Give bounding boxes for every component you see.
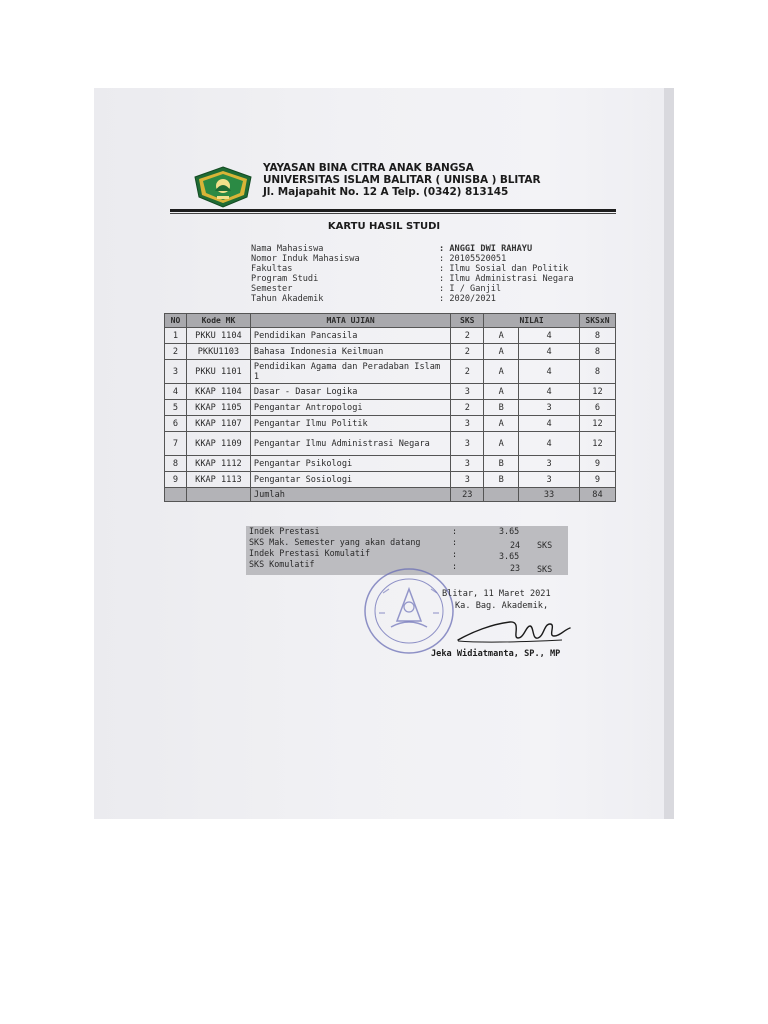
row-weighted: 12 [579, 416, 615, 432]
row-code: KKAP 1109 [186, 432, 250, 456]
header-rule-thin [170, 213, 616, 214]
row-weighted: 8 [579, 328, 615, 344]
summary-colon: : [452, 526, 458, 536]
row-letter-grade: B [484, 456, 519, 472]
row-weighted: 9 [579, 456, 615, 472]
table-row [165, 400, 616, 416]
row-letter-grade: A [484, 384, 519, 400]
summary-colon: : [452, 561, 458, 571]
row-weighted: 12 [579, 384, 615, 400]
row-letter-grade: A [484, 416, 519, 432]
row-course: Pengantar Psikologi [250, 456, 450, 472]
summary-value: 23 [510, 563, 521, 573]
row-no: 3 [165, 360, 187, 384]
summary-value: 24 [510, 540, 521, 550]
row-credits: 3 [451, 472, 484, 488]
identity-value: : 2020/2021 [439, 294, 496, 304]
row-letter-grade: B [484, 400, 519, 416]
summary-label: SKS Komulatif [249, 559, 315, 569]
identity-label: Tahun Akademik [251, 294, 324, 304]
table-row [165, 384, 616, 400]
summary-colon: : [452, 537, 458, 547]
row-weighted: 8 [579, 360, 615, 384]
identity-value: : 20105520051 [439, 254, 507, 264]
row-weighted: 9 [579, 472, 615, 488]
table-row [165, 344, 616, 360]
row-grade-point: 4 [519, 328, 580, 344]
row-course: Pengantar Ilmu Politik [250, 416, 450, 432]
summary-label: Indek Prestasi [249, 526, 320, 536]
row-no: 5 [165, 400, 187, 416]
identity-label: Nomor Induk Mahasiswa [251, 254, 360, 264]
row-credits: 3 [451, 456, 484, 472]
col-header-no: NO [165, 314, 187, 328]
total-blank [165, 488, 187, 502]
total-blank [186, 488, 250, 502]
row-letter-grade: A [484, 328, 519, 344]
row-letter-grade: A [484, 344, 519, 360]
row-no: 8 [165, 456, 187, 472]
summary-value: 3.65 [499, 526, 520, 536]
identity-label: Semester [251, 284, 293, 294]
table-total-row [165, 488, 616, 502]
row-grade-point: 4 [519, 416, 580, 432]
row-letter-grade: A [484, 432, 519, 456]
row-grade-point: 4 [519, 432, 580, 456]
summary-unit: SKS [537, 564, 553, 574]
handwritten-signature [452, 610, 574, 650]
row-weighted: 8 [579, 344, 615, 360]
signer-name: Jeka Widiatmanta, SP., MP [431, 649, 561, 659]
row-weighted: 12 [579, 432, 615, 456]
identity-label: Program Studi [251, 274, 319, 284]
row-no: 6 [165, 416, 187, 432]
row-weighted: 6 [579, 400, 615, 416]
row-grade-point: 4 [519, 344, 580, 360]
identity-label: Fakultas [251, 264, 293, 274]
table-row [165, 416, 616, 432]
university-name: UNIVERSITAS ISLAM BALITAR ( UNISBA ) BLITAR [263, 174, 541, 186]
row-credits: 2 [451, 360, 484, 384]
row-grade-point: 3 [519, 472, 580, 488]
table-row [165, 472, 616, 488]
row-code: KKAP 1104 [186, 384, 250, 400]
col-header-credits: SKS [451, 314, 484, 328]
total-grade-points: 33 [519, 488, 580, 502]
table-row [165, 360, 616, 384]
header-rule [170, 209, 616, 212]
row-course: Bahasa Indonesia Keilmuan [250, 344, 450, 360]
row-no: 2 [165, 344, 187, 360]
row-credits: 2 [451, 400, 484, 416]
identity-value-name: : ANGGI DWI RAHAYU [439, 244, 533, 254]
row-no: 1 [165, 328, 187, 344]
row-code: KKAP 1105 [186, 400, 250, 416]
row-code: KKAP 1107 [186, 416, 250, 432]
row-grade-point: 3 [519, 456, 580, 472]
row-code: PKKU 1101 [186, 360, 250, 384]
row-letter-grade: A [484, 360, 519, 384]
grades-table [164, 313, 616, 502]
total-credits: 23 [451, 488, 484, 502]
university-logo [193, 166, 253, 208]
row-credits: 3 [451, 416, 484, 432]
row-grade-point: 3 [519, 400, 580, 416]
row-code: PKKU 1104 [186, 328, 250, 344]
identity-value: : Ilmu Administrasi Negara [439, 274, 574, 284]
row-code: KKAP 1112 [186, 456, 250, 472]
row-no: 4 [165, 384, 187, 400]
signature-place-date: Blitar, 11 Maret 2021 [442, 589, 551, 599]
row-course: Pengantar Sosiologi [250, 472, 450, 488]
total-weighted: 84 [579, 488, 615, 502]
row-credits: 3 [451, 432, 484, 456]
summary-unit: SKS [537, 540, 553, 550]
row-course: Pendidikan Pancasila [250, 328, 450, 344]
row-credits: 3 [451, 384, 484, 400]
identity-value: : Ilmu Sosial dan Politik [439, 264, 569, 274]
table-row [165, 432, 616, 456]
col-header-weighted: SKSxN [579, 314, 615, 328]
row-course: Dasar - Dasar Logika [250, 384, 450, 400]
row-no: 7 [165, 432, 187, 456]
row-grade-point: 4 [519, 360, 580, 384]
summary-label: SKS Mak. Semester yang akan datang [249, 537, 421, 547]
identity-label: Nama Mahasiswa [251, 244, 324, 254]
identity-value: : I / Ganjil [439, 284, 502, 294]
row-code: PKKU1103 [186, 344, 250, 360]
row-credits: 2 [451, 344, 484, 360]
document-title: KARTU HASIL STUDI [327, 221, 441, 232]
table-row [165, 456, 616, 472]
total-label: Jumlah [250, 488, 450, 502]
table-row [165, 328, 616, 344]
row-grade-point: 4 [519, 384, 580, 400]
summary-value: 3.65 [499, 551, 520, 561]
row-letter-grade: B [484, 472, 519, 488]
total-blank [484, 488, 519, 502]
row-course: Pendidikan Agama dan Peradaban Islam 1 [250, 360, 450, 384]
summary-label: Indek Prestasi Komulatif [249, 548, 371, 558]
col-header-grade: NILAI [484, 314, 580, 328]
foundation-name: YAYASAN BINA CITRA ANAK BANGSA [263, 162, 474, 174]
row-no: 9 [165, 472, 187, 488]
row-course: Pengantar Ilmu Administrasi Negara [250, 432, 450, 456]
col-header-code: Kode MK [186, 314, 250, 328]
university-address: Jl. Majapahit No. 12 A Telp. (0342) 813145 [263, 186, 509, 198]
row-credits: 2 [451, 328, 484, 344]
table-header-row [165, 314, 616, 328]
summary-colon: : [452, 549, 458, 559]
col-header-course: MATA UJIAN [250, 314, 450, 328]
row-code: KKAP 1113 [186, 472, 250, 488]
signature-position: Ka. Bag. Akademik, [455, 601, 549, 611]
official-stamp [361, 563, 461, 659]
row-course: Pengantar Antropologi [250, 400, 450, 416]
